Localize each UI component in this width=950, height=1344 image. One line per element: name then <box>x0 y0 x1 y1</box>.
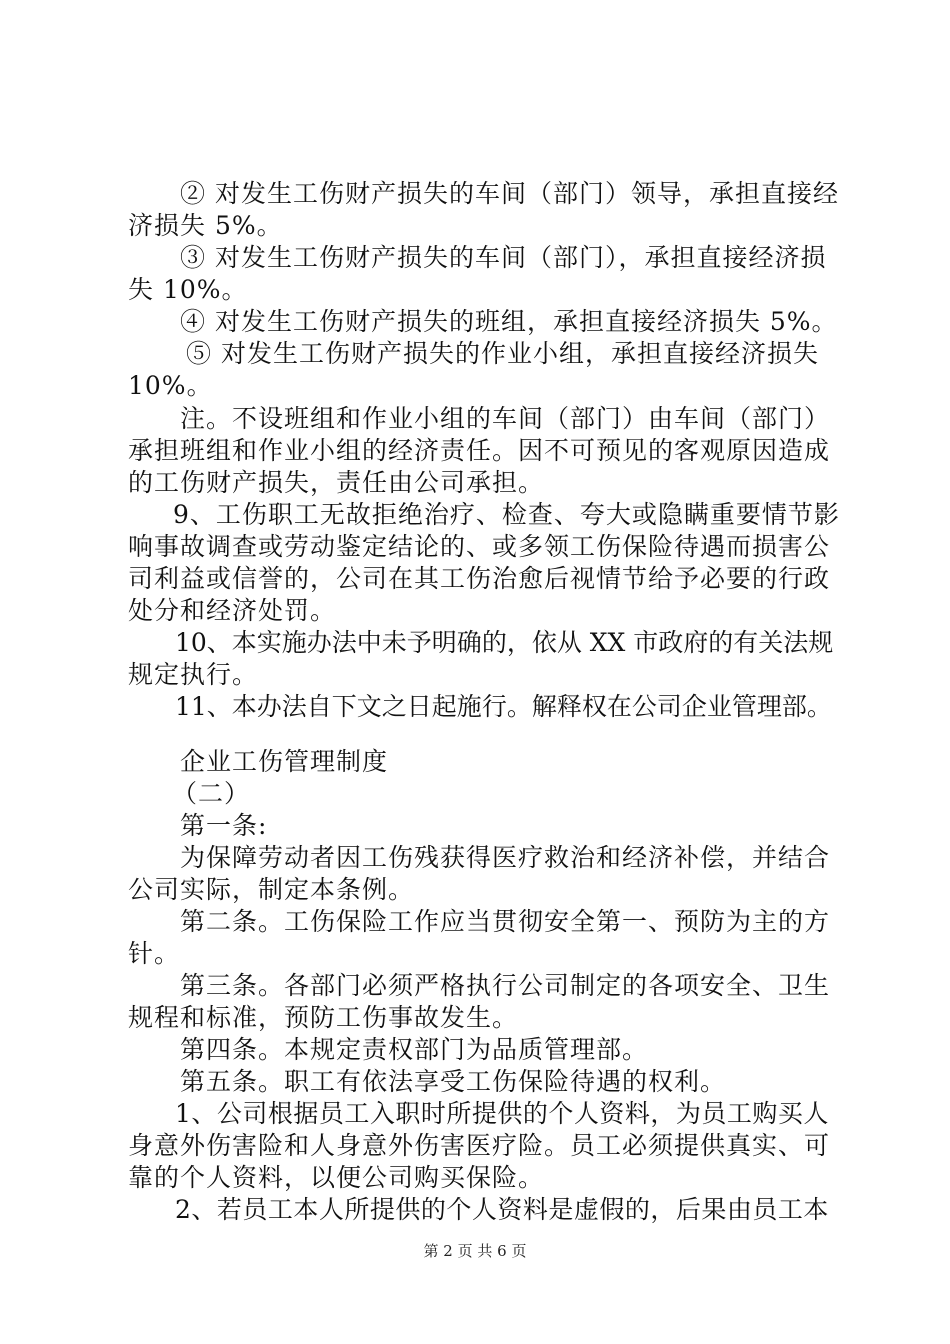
text-line: ⑤ 对发生工伤财产损失的作业小组，承担直接经济损失 <box>186 339 819 368</box>
text-line: 1、公司根据员工入职时所提供的个人资料，为员工购买人 <box>175 1099 829 1128</box>
text-line: 失 10%。 <box>128 275 248 304</box>
text-line: 2、若员工本人所提供的个人资料是虚假的，后果由员工本 <box>175 1195 829 1224</box>
text-line: ② 对发生工伤财产损失的车间（部门）领导，承担直接经 <box>180 179 839 208</box>
text-line: 9、工伤职工无故拒绝治疗、检查、夸大或隐瞒重要情节影 <box>173 500 840 529</box>
text-line: 承担班组和作业小组的经济责任。因不可预见的客观原因造成 <box>128 436 831 465</box>
text-line: 第二条。工伤保险工作应当贯彻安全第一、预防为主的方 <box>180 907 831 936</box>
text-line: 规定执行。 <box>128 660 259 689</box>
text-line: 第一条: <box>180 811 268 840</box>
text-line: ④ 对发生工伤财产损失的班组，承担直接经济损失 5%。 <box>180 307 838 336</box>
text-line: 10、本实施办法中未予明确的，依从 XX 市政府的有关法规 <box>175 628 834 657</box>
text-line: 第四条。本规定责权部门为品质管理部。 <box>180 1035 649 1064</box>
section-title: 企业工伤管理制度 <box>180 747 389 776</box>
text-line: 响事故调查或劳动鉴定结论的、或多领工伤保险待遇而损害公 <box>128 532 831 561</box>
text-line: 的工伤财产损失，责任由公司承担。 <box>128 468 545 497</box>
text-line: 11、本办法自下文之日起施行。解释权在公司企业管理部。 <box>175 692 832 721</box>
page-number-footer: 第 2 页 共 6 页 <box>423 1242 527 1260</box>
text-line: 司利益或信誉的，公司在其工伤治愈后视情节给予必要的行政 <box>128 564 831 593</box>
text-line: 济损失 5%。 <box>128 211 283 240</box>
text-line: 第五条。职工有依法享受工伤保险待遇的权利。 <box>180 1067 727 1096</box>
text-line: （二） <box>172 779 251 808</box>
text-line: 10%。 <box>128 371 213 400</box>
text-line: ③ 对发生工伤财产损失的车间（部门），承担直接经济损 <box>180 243 827 272</box>
text-line: 处分和经济处罚。 <box>128 596 337 625</box>
text-line: 第三条。各部门必须严格执行公司制定的各项安全、卫生 <box>180 971 831 1000</box>
text-line: 公司实际，制定本条例。 <box>128 875 415 904</box>
text-line: 针。 <box>128 939 181 968</box>
text-line: 身意外伤害险和人身意外伤害医疗险。员工必须提供真实、可 <box>128 1131 831 1160</box>
text-line: 为保障劳动者因工伤残获得医疗救治和经济补偿，并结合 <box>180 843 831 872</box>
text-line: 靠的个人资料，以便公司购买保险。 <box>128 1163 545 1192</box>
text-line: 规程和标准，预防工伤事故发生。 <box>128 1003 519 1032</box>
text-line: 注。不设班组和作业小组的车间（部门）由车间（部门） <box>180 404 831 433</box>
